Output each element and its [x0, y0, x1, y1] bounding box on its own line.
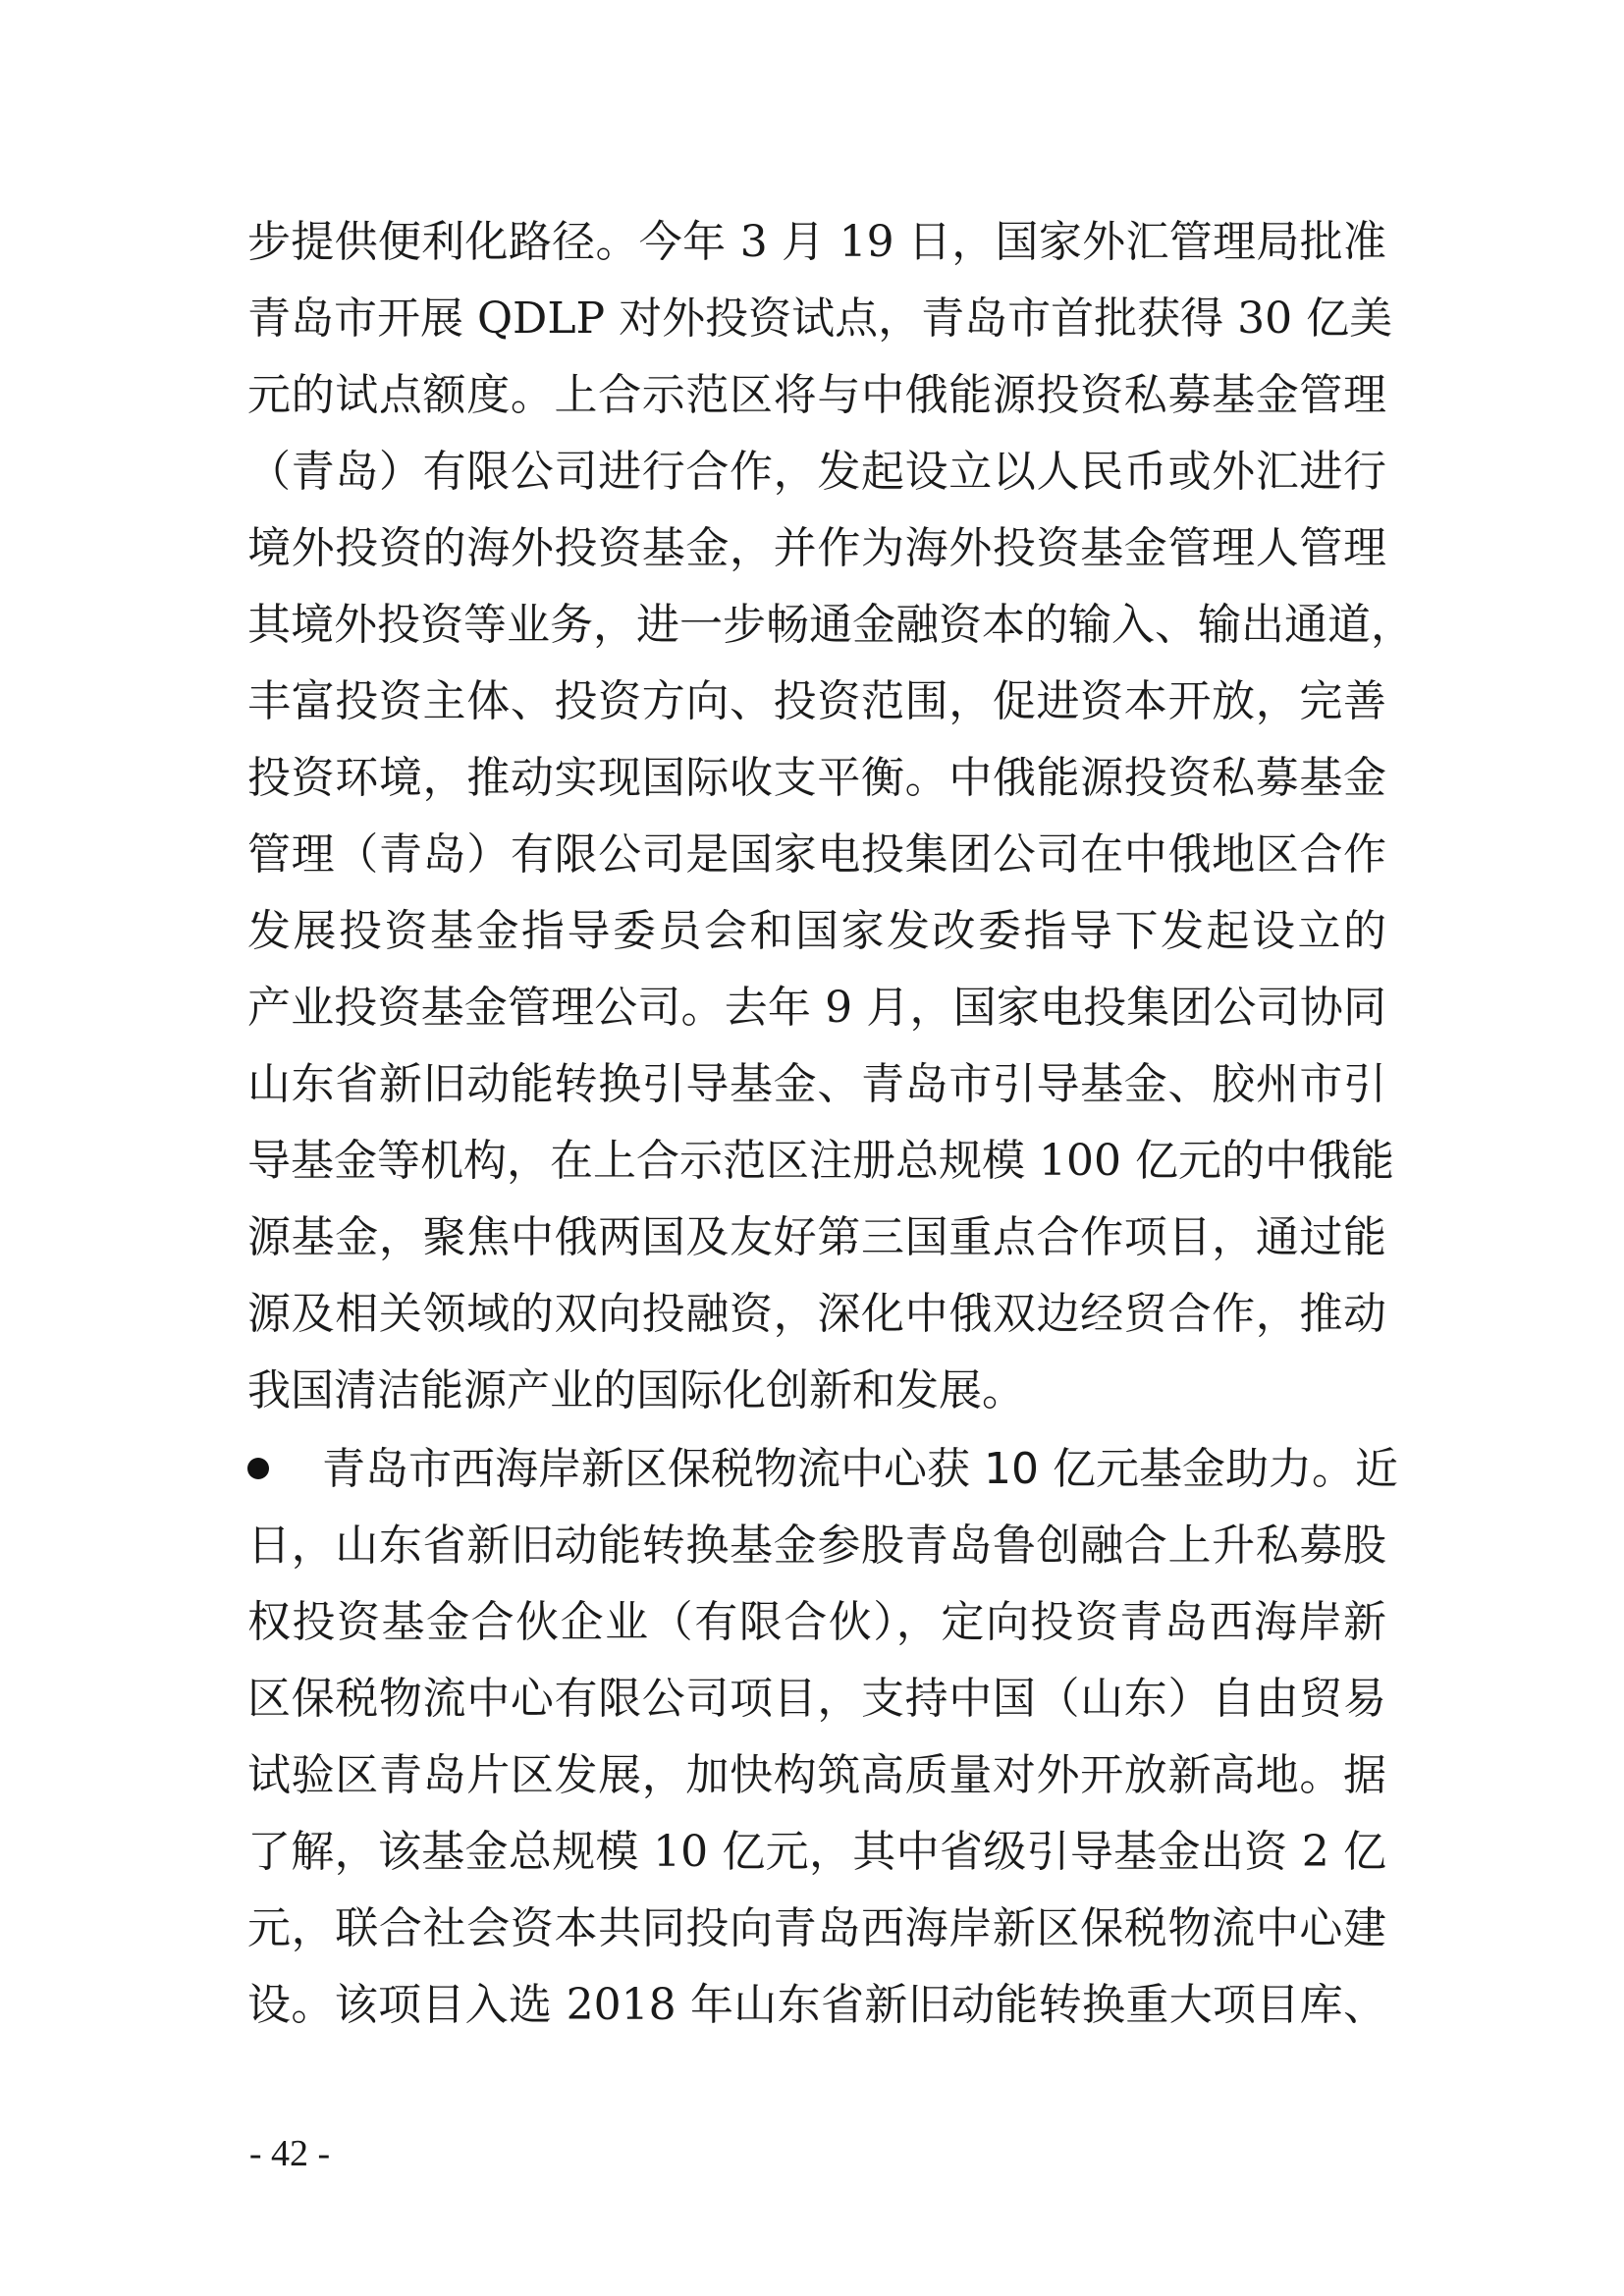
text-line: 管理（青岛）有限公司是国家电投集团公司在中俄地区合作 — [247, 829, 1386, 880]
text-line: 了解，该基金总规模 10 亿元，其中省级引导基金出资 2 亿 — [247, 1827, 1386, 1877]
text-line: 源及相关领域的双向投融资，深化中俄双边经贸合作，推动 — [247, 1289, 1386, 1339]
text-line: 青岛市开展 QDLP 对外投资试点，青岛市首批获得 30 亿美 — [247, 294, 1393, 344]
text-line: 日，山东省新旧动能转换基金参股青岛鲁创融合上升私募股 — [247, 1521, 1386, 1571]
page-number: - 42 - — [248, 2133, 331, 2174]
text-line: 投资环境，推动实现国际收支平衡。中俄能源投资私募基金 — [247, 753, 1386, 803]
paragraph-qdlp-pilot — [247, 204, 1414, 1429]
text-line: 源基金，聚焦中俄两国及友好第三国重点合作项目，通过能 — [247, 1212, 1386, 1262]
text-line: 元的试点额度。上合示范区将与中俄能源投资私募基金管理 — [247, 370, 1386, 420]
text-line: 山东省新旧动能转换引导基金、青岛市引导基金、胶州市引 — [247, 1059, 1386, 1109]
text-line: 步提供便利化路径。今年 3 月 19 日，国家外汇管理局批准 — [247, 217, 1386, 267]
text-line: 产业投资基金管理公司。去年 9 月，国家电投集团公司协同 — [247, 983, 1386, 1033]
text-line: 权投资基金合伙企业（有限合伙），定向投资青岛西海岸新 — [247, 1597, 1386, 1647]
text-line: 区保税物流中心有限公司项目，支持中国（山东）自由贸易 — [247, 1674, 1386, 1724]
text-line: 其境外投资等业务，进一步畅通金融资本的输入、输出通道， — [247, 600, 1414, 650]
text-fragment: 近 — [1354, 1444, 1398, 1494]
text-line: 境外投资的海外投资基金，并作为海外投资基金管理人管理 — [247, 523, 1386, 573]
text-line: 导基金等机构，在上合示范区注册总规模 100 亿元的中俄能 — [247, 1136, 1394, 1186]
text-line: 我国清洁能源产业的国际化创新和发展。 — [247, 1365, 1025, 1415]
section-headline: 青岛市西海岸新区保税物流中心获 10 亿元基金助力。 — [322, 1444, 1355, 1494]
paragraph-bonded-logistics-fund — [247, 1431, 1398, 2044]
text-line: 丰富投资主体、投资方向、投资范围，促进资本开放，完善 — [247, 676, 1386, 726]
bullet-icon — [247, 1458, 269, 1479]
bullet-headline-line — [247, 1431, 1398, 1508]
text-line: （青岛）有限公司进行合作，发起设立以人民币或外汇进行 — [247, 447, 1386, 497]
text-line: 发展投资基金指导委员会和国家发改委指导下发起设立的 — [247, 906, 1386, 956]
text-line: 设。该项目入选 2018 年山东省新旧动能转换重大项目库、 — [247, 1980, 1386, 2030]
text-line: 试验区青岛片区发展，加快构筑高质量对外开放新高地。据 — [247, 1750, 1386, 1800]
text-line: 元，联合社会资本共同投向青岛西海岸新区保税物流中心建 — [247, 1903, 1386, 1953]
